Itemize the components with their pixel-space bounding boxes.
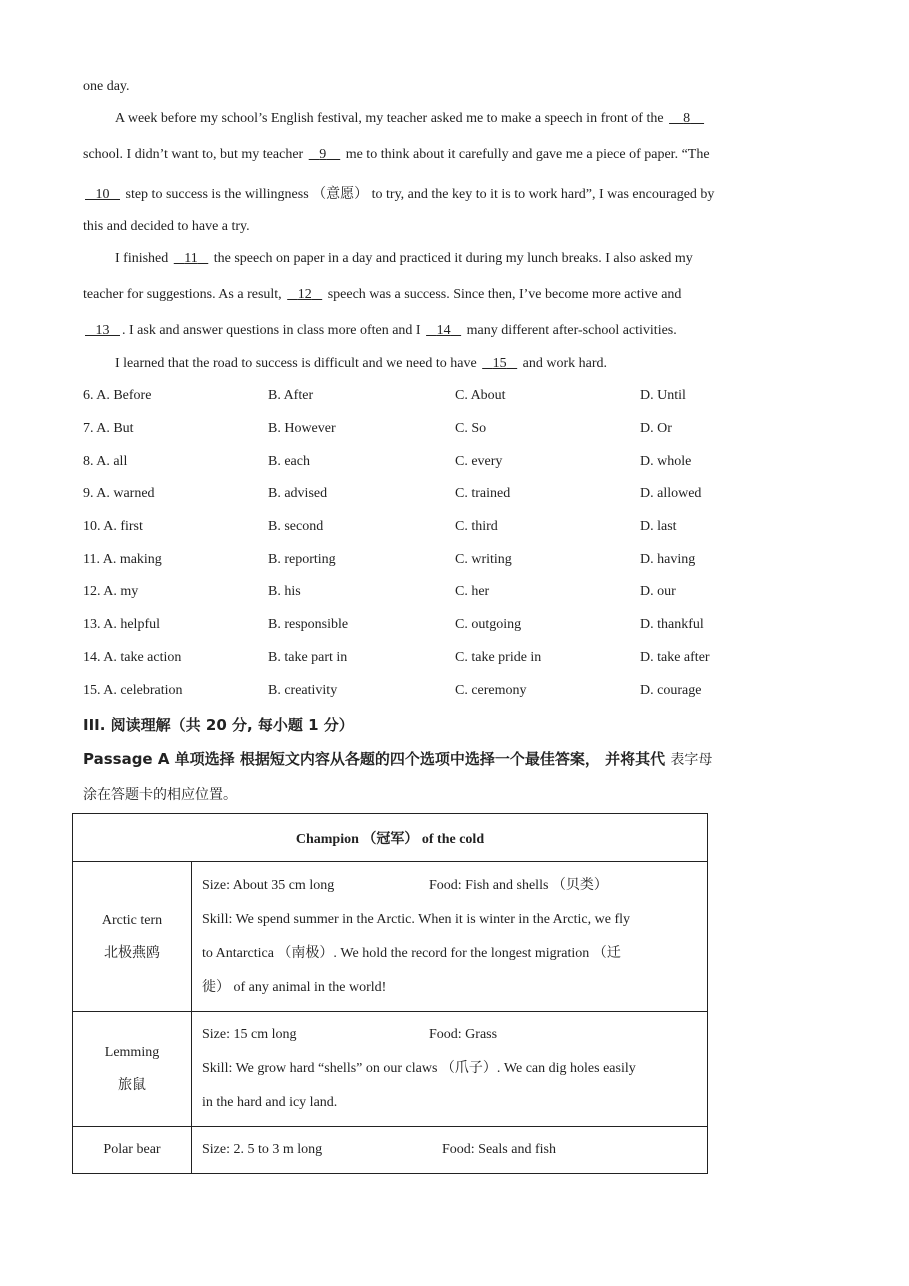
passage-text: I finished xyxy=(115,251,172,266)
blank-number: 15 xyxy=(492,356,507,371)
table-header-row xyxy=(73,814,708,862)
passage-text: speech was a success. Since then, I’ve become more active and xyxy=(324,287,682,302)
blank-10 xyxy=(83,187,122,203)
passage-line xyxy=(83,323,677,339)
option-b: B. responsible xyxy=(268,617,349,632)
passage-text: and work hard. xyxy=(519,356,608,371)
option-b: B. reporting xyxy=(268,552,336,567)
animal-name-en: Lemming xyxy=(104,1045,160,1060)
option-a: 7. A. But xyxy=(83,421,134,436)
option-d: D. whole xyxy=(640,454,692,469)
option-c: C. her xyxy=(455,584,490,599)
table-title: Champion （冠军） of the cold xyxy=(73,814,708,862)
option-a: 10. A. first xyxy=(83,519,143,534)
passage-text: A week before my school’s English festival, my teacher asked me to make a speech in front of the xyxy=(115,111,668,126)
option-a: 11. A. making xyxy=(83,552,162,567)
option-row xyxy=(83,388,843,408)
option-b: B. However xyxy=(268,421,336,436)
passage-a-instructions-bold: Passage A 单项选择 根据短文内容从各题的四个选项中选择一个最佳答案， 并将其代 xyxy=(83,750,666,768)
option-a: 12. A. my xyxy=(83,584,139,599)
passage-a-instructions xyxy=(83,748,712,769)
option-d: D. courage xyxy=(640,683,702,698)
passage-line: one day. xyxy=(83,79,130,94)
passage-text: many different after-school activities. xyxy=(463,323,677,338)
passage-line xyxy=(83,147,710,163)
option-c: C. every xyxy=(455,454,503,469)
blank-number: 14 xyxy=(436,323,451,338)
option-c: C. third xyxy=(455,519,498,534)
animal-name-en: Polar bear xyxy=(103,1142,161,1157)
passage-a-instructions-tail: 表字母 xyxy=(670,752,713,768)
animal-name-cell xyxy=(73,862,192,1012)
option-row xyxy=(83,617,843,637)
option-a: 9. A. warned xyxy=(83,486,155,501)
blank-number: 11 xyxy=(184,251,198,266)
animal-name-cn: 北极燕鸥 xyxy=(104,944,160,961)
table-row xyxy=(73,1012,708,1127)
option-b: B. take part in xyxy=(268,650,348,665)
blank-8 xyxy=(667,111,706,127)
section-title: III. 阅读理解（共 20 分, 每小题 1 分） xyxy=(83,716,354,734)
option-d: D. allowed xyxy=(640,486,702,501)
option-row xyxy=(83,421,843,441)
option-a: 8. A. all xyxy=(83,454,128,469)
blank-12 xyxy=(285,287,324,303)
blank-13 xyxy=(83,323,122,339)
animal-skill: to Antarctica （南极）. We hold the record for the longest migration （迁 xyxy=(202,945,621,961)
option-d: D. take after xyxy=(640,650,710,665)
option-row xyxy=(83,454,843,474)
animal-size: Size: 15 cm long xyxy=(202,1027,297,1042)
passage-line xyxy=(115,111,706,127)
option-d: D. Until xyxy=(640,388,686,403)
blank-14 xyxy=(424,323,463,339)
option-row xyxy=(83,584,843,604)
option-b: B. his xyxy=(268,584,301,599)
option-row xyxy=(83,552,843,572)
size-food-line xyxy=(202,1018,697,1052)
option-a: 14. A. take action xyxy=(83,650,182,665)
blank-number: 13 xyxy=(95,323,110,338)
option-row xyxy=(83,683,843,703)
option-c: C. trained xyxy=(455,486,511,501)
option-d: D. having xyxy=(640,552,696,567)
animal-food: Food: Fish and shells （贝类） xyxy=(429,877,608,893)
passage-line xyxy=(83,287,681,303)
animal-name-en: Arctic tern xyxy=(101,912,163,928)
option-b: B. advised xyxy=(268,486,328,501)
blank-number: 9 xyxy=(319,147,327,162)
animal-food: Food: Grass xyxy=(429,1027,498,1042)
option-c: C. outgoing xyxy=(455,617,522,632)
animal-skill: in the hard and icy land. xyxy=(202,1095,338,1110)
blank-number: 10 xyxy=(95,187,110,202)
animal-detail-cell xyxy=(192,1127,708,1174)
passage-line xyxy=(115,356,607,372)
option-c: C. ceremony xyxy=(455,683,527,698)
option-d: D. our xyxy=(640,584,676,599)
blank-number: 8 xyxy=(683,111,691,126)
passage-line: this and decided to have a try. xyxy=(83,219,250,234)
passage-text: school. I didn’t want to, but my teacher xyxy=(83,147,307,162)
passage-text: step to success is the willingness （意愿） to try, and the key to it is to work hard”, I was encouraged by xyxy=(122,187,715,202)
animal-detail-cell xyxy=(192,1012,708,1127)
option-b: B. second xyxy=(268,519,324,534)
option-b: B. each xyxy=(268,454,310,469)
size-food-line xyxy=(202,1133,697,1167)
blank-11 xyxy=(172,251,210,267)
animal-table xyxy=(72,813,708,1174)
option-row xyxy=(83,486,843,506)
option-d: D. last xyxy=(640,519,677,534)
passage-a-instructions-cont: 涂在答题卡的相应位置。 xyxy=(83,787,237,803)
passage-line xyxy=(115,251,693,267)
option-d: D. thankful xyxy=(640,617,704,632)
animal-skill: 徙） of any animal in the world! xyxy=(202,979,387,995)
animal-size: Size: 2. 5 to 3 m long xyxy=(202,1142,323,1157)
blank-9 xyxy=(307,147,343,163)
passage-text: the speech on paper in a day and practiced it during my lunch breaks. I also asked my xyxy=(210,251,693,266)
passage-text: I learned that the road to success is difficult and we need to have xyxy=(115,356,481,371)
passage-text: me to think about it carefully and gave me a piece of paper. “The xyxy=(342,147,710,162)
table-row xyxy=(73,1127,708,1174)
animal-skill: Skill: We spend summer in the Arctic. When it is winter in the Arctic, we fly xyxy=(202,911,630,927)
option-a: 6. A. Before xyxy=(83,388,152,403)
animal-size: Size: About 35 cm long xyxy=(202,877,335,893)
option-d: D. Or xyxy=(640,421,672,436)
option-row xyxy=(83,650,843,670)
passage-text: teacher for suggestions. As a result, xyxy=(83,287,286,302)
option-b: B. After xyxy=(268,388,314,403)
option-a: 13. A. helpful xyxy=(83,617,160,632)
option-c: C. take pride in xyxy=(455,650,542,665)
animal-name-cell xyxy=(73,1012,192,1127)
animal-name-cell xyxy=(73,1127,192,1174)
option-c: C. About xyxy=(455,388,506,403)
option-b: B. creativity xyxy=(268,683,338,698)
blank-15 xyxy=(480,356,519,372)
option-c: C. So xyxy=(455,421,487,436)
animal-detail-cell xyxy=(192,862,708,1012)
option-c: C. writing xyxy=(455,552,512,567)
size-food-line xyxy=(202,869,697,903)
table-row xyxy=(73,862,708,1012)
passage-line xyxy=(83,183,714,203)
animal-skill: Skill: We grow hard “shells” on our claws （爪子）. We can dig holes easily xyxy=(202,1061,636,1076)
option-a: 15. A. celebration xyxy=(83,683,183,698)
option-row xyxy=(83,519,843,539)
animal-name-cn: 旅鼠 xyxy=(118,1077,146,1093)
blank-number: 12 xyxy=(297,287,312,302)
passage-text: . I ask and answer questions in class more often and I xyxy=(122,323,425,338)
animal-food: Food: Seals and fish xyxy=(442,1142,556,1157)
